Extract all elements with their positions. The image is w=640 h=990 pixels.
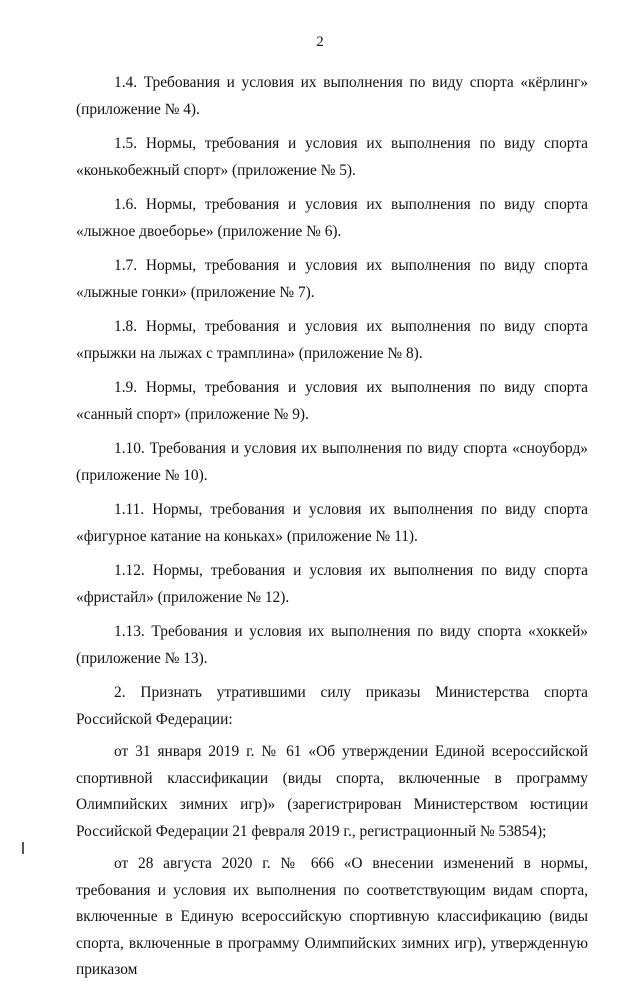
paragraph-1-10: 1.10. Требования и условия их выполнения по виду спорта «сноуборд» (приложение № 10). [76,440,588,484]
scan-artifact [22,842,24,854]
paragraph-1-8: 1.8. Нормы, требования и условия их выполнения по виду спорта «прыжки на лыжах с трамплина» (приложение № 8). [76,318,588,362]
paragraph-1-12: 1.12. Нормы, требования и условия их выполнения по виду спорта «фристайл» (приложение № 12). [76,562,588,606]
paragraph-1-5: 1.5. Нормы, требования и условия их выполнения по виду спорта «конькобежный спорт» (приложение № 5). [76,135,588,179]
document-body [76,70,588,990]
paragraph-1-6: 1.6. Нормы, требования и условия их выполнения по виду спорта «лыжное двоеборье» (приложение № 6). [76,196,588,240]
paragraph-order-666: от 28 августа 2020 г. № 666 «О внесении изменений в нормы, требования и условия их выполнения по соответствующим видам спорта, включенные в Единую всероссийскую спортивную классификацию (виды спорта, включенные в программу Олимпийских зимних игр), утвержденную приказом [76,855,588,978]
paragraph-1-13: 1.13. Требования и условия их выполнения по виду спорта «хоккей» (приложение № 13). [76,623,588,667]
page-number: 2 [316,34,324,50]
paragraph-2: 2. Признать утратившими силу приказы Министерства спорта Российской Федерации: [76,684,588,728]
paragraph-order-61: от 31 января 2019 г. № 61 «Об утверждении Единой всероссийской спортивной классификации (виды спорта, включенные в программу Олимпийских зимних игр)» (зарегистрирован Министерством юстиции Российской Федерации 21 февраля 2019 г., регистрационный № 53854); [76,743,588,840]
paragraph-1-11: 1.11. Нормы, требования и условия их выполнения по виду спорта «фигурное катание на коньках» (приложение № 11). [76,501,588,545]
paragraph-1-9: 1.9. Нормы, требования и условия их выполнения по виду спорта «санный спорт» (приложение № 9). [76,379,588,423]
paragraph-1-4: 1.4. Требования и условия их выполнения по виду спорта «кёрлинг» (приложение № 4). [76,74,588,118]
paragraph-1-7: 1.7. Нормы, требования и условия их выполнения по виду спорта «лыжные гонки» (приложение № 7). [76,257,588,301]
